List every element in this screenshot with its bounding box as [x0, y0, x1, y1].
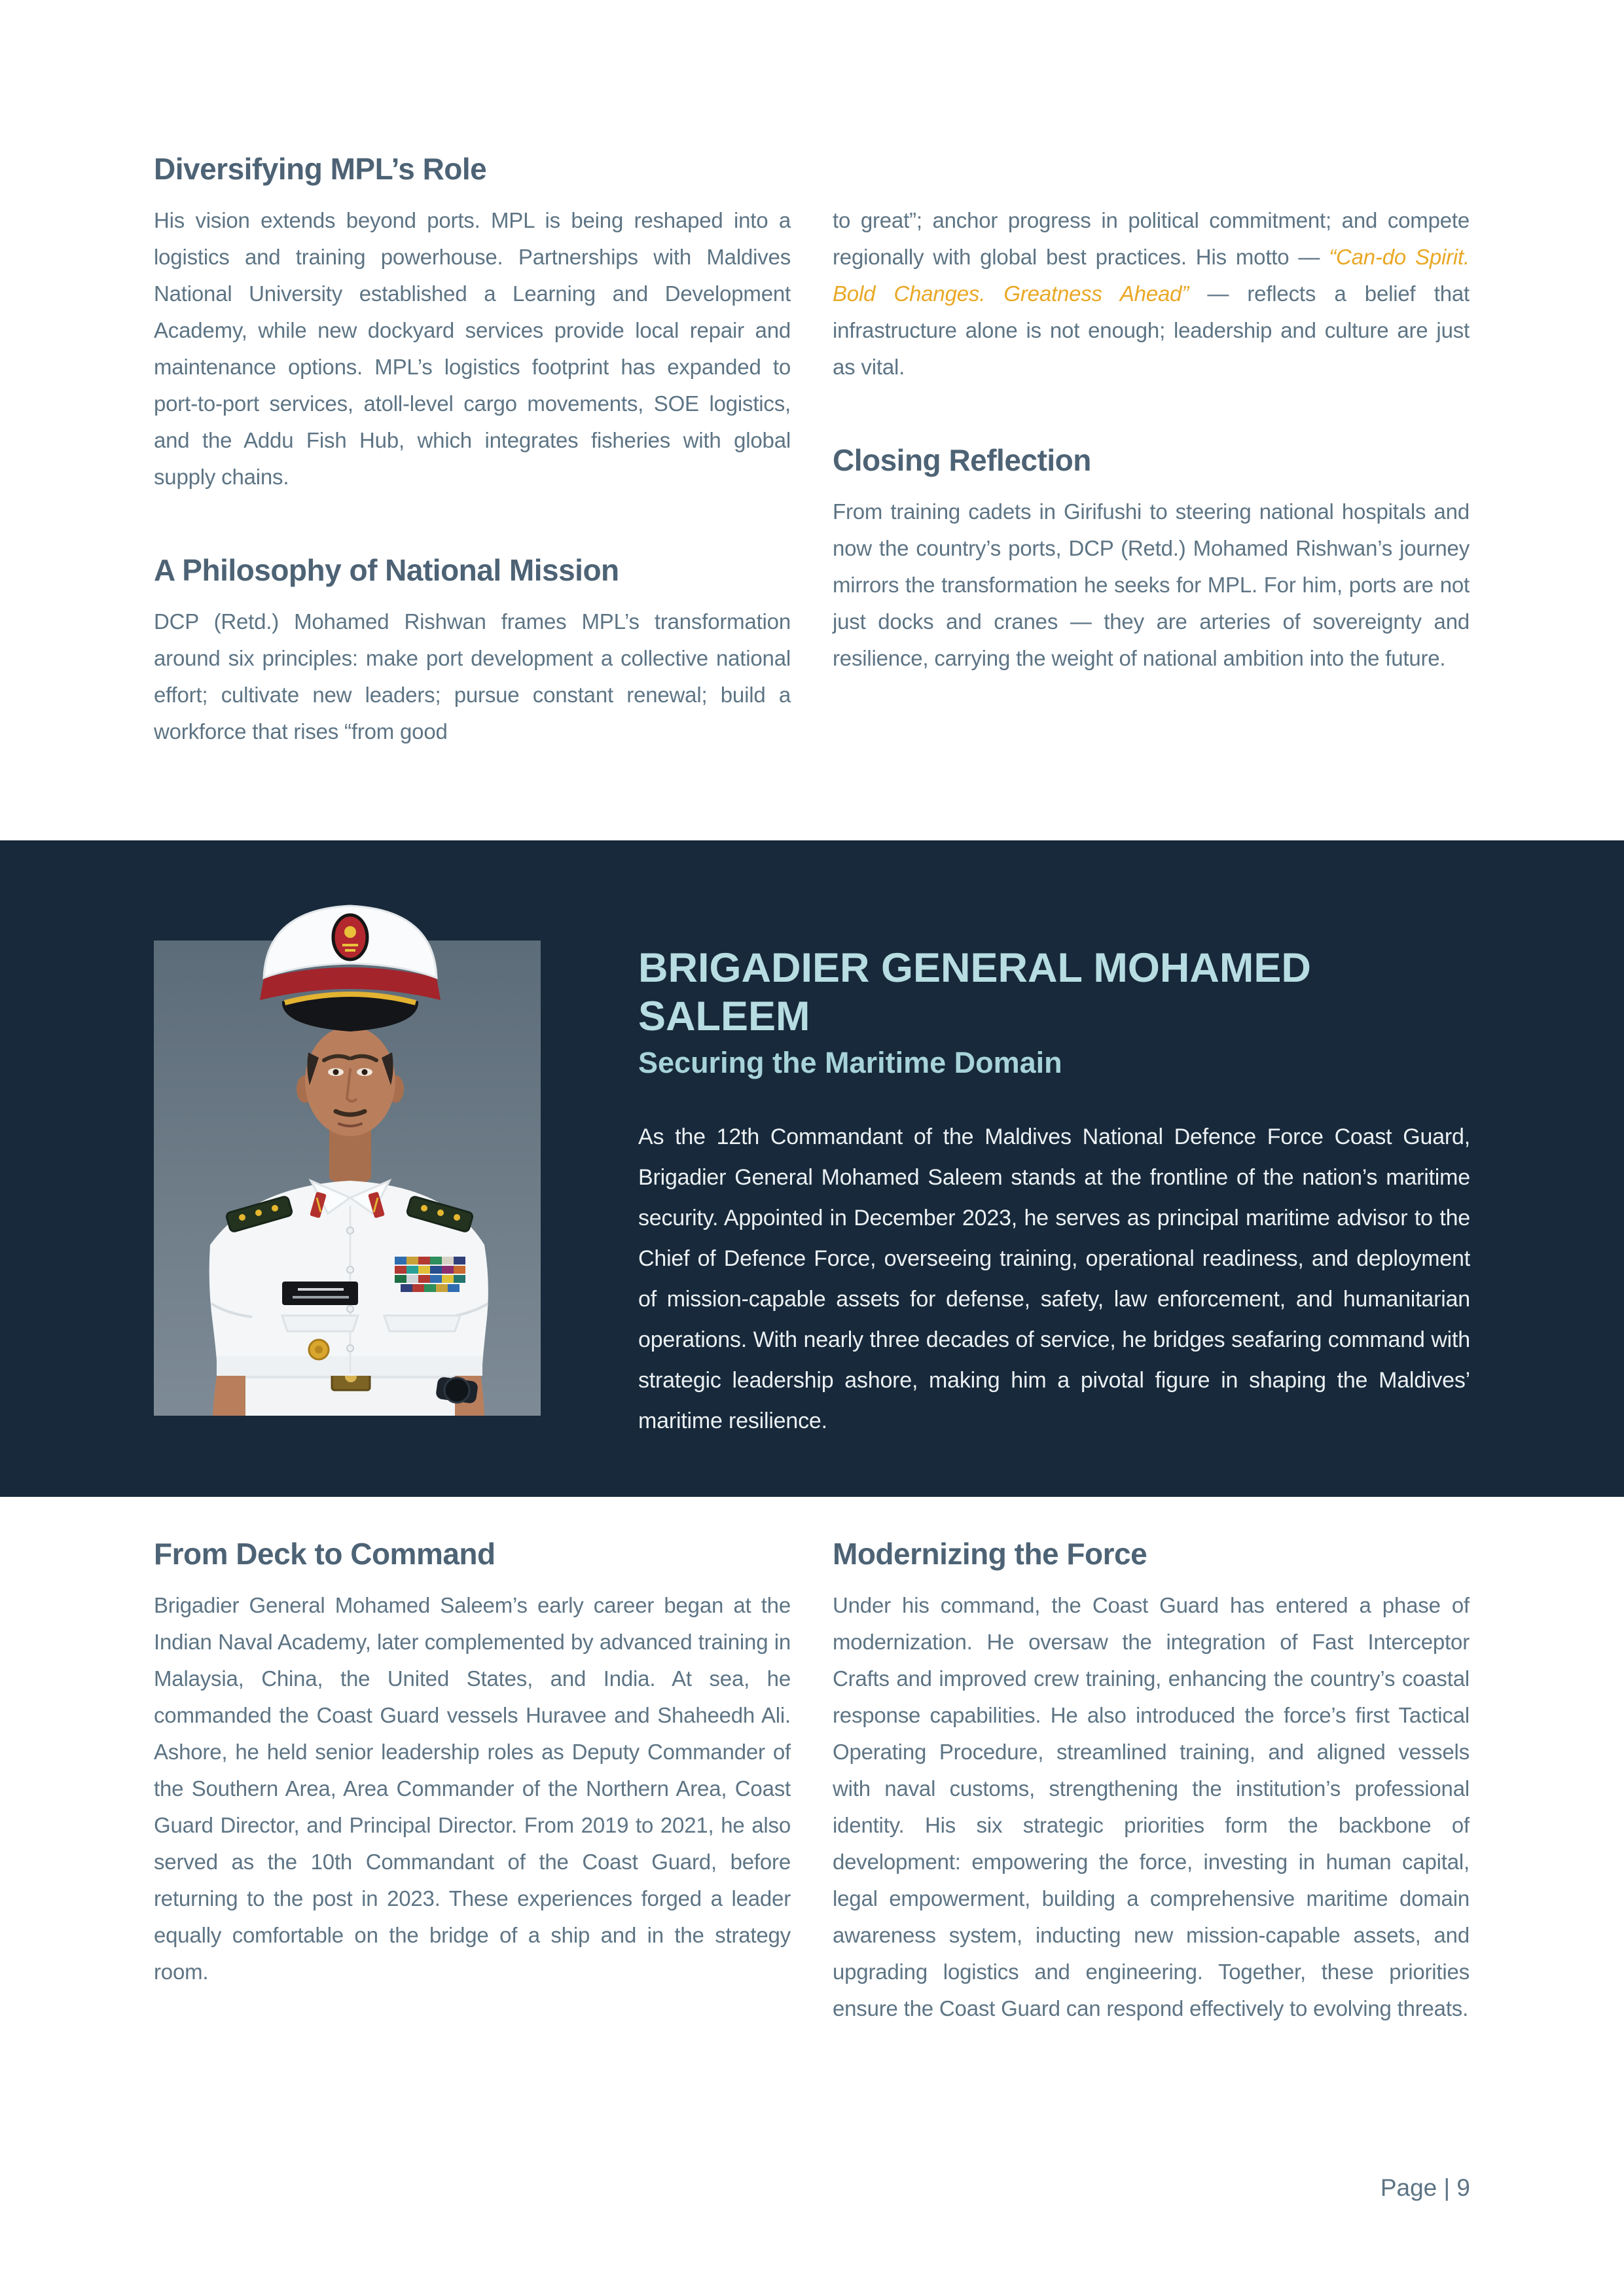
portrait-photo	[154, 898, 541, 1416]
bottom-article-section	[154, 1537, 1470, 2027]
page-number: Page | 9	[1380, 2174, 1470, 2201]
paragraph-diversifying: His vision extends beyond ports. MPL is being reshaped into a logistics and training powerhouse. Partnerships with Maldives National University established a Learning and Development Academy, while new dockyard services provide local repair and maintenance options. MPL’s logistics footprint has expanded to port-to-port services, atoll-level cargo movements, SOE logistics, and the Addu Fish Hub, which integrates fisheries with global supply chains.	[154, 208, 791, 489]
peaked-cap	[260, 906, 441, 1031]
paragraph-closing-reflection: From training cadets in Girifushi to steering national hospitals and now the country’s ports, DCP (Retd.) Mohamed Rishwan’s journey mirrors the transformation he seeks for MPL. For him, ports are not just docks and cranes — they are arteries of sovereignty and resilience, carrying the weight of national ambition into the future.	[833, 499, 1470, 670]
heading-from-deck-to-command: From Deck to Command	[154, 1537, 496, 1571]
paragraph-philosophy-continued	[833, 202, 1470, 386]
top-article-section	[154, 152, 1470, 750]
feature-title: BRIGADIER GENERAL MOHAMED SALEEM	[638, 945, 1311, 1039]
name-tag	[282, 1282, 358, 1305]
heading-philosophy-national-mission: A Philosophy of National Mission	[154, 553, 619, 587]
continued-text-post: — reflects a belief that infrastructure alone is not enough; leadership and culture are just as vital.	[833, 281, 1470, 379]
continued-text-pre: to great”; anchor progress in political commitment; and compete regionally with global best practices. His motto —	[833, 208, 1470, 269]
paragraph-from-deck-to-command: Brigadier General Mohamed Saleem’s early career began at the Indian Naval Academy, later complemented by advanced training in Malaysia, China, the United States, and India. At sea, he commanded the Coast Guard vessels Huravee and Shaheedh Ali. Ashore, he held senior leadership roles as Deputy Commander of the Southern Area, Area Commander of the Northern Area, Coast Guard Director, and Principal Director. From 2019 to 2021, he also served as the 10th Commandant of the Coast Guard, before returning to the post in 2023. These experiences forged a leader equally comfortable on the bridge of a ship and in the strategy room.	[154, 1593, 791, 1984]
heading-diversifying-mpls-role: Diversifying MPL’s Role	[154, 152, 487, 186]
top-right-column	[833, 152, 1470, 750]
bottom-left-column	[154, 1537, 791, 2027]
feature-band	[0, 840, 1624, 1497]
feature-subtitle: Securing the Maritime Domain	[638, 1046, 1062, 1079]
feature-text-block	[638, 944, 1470, 1441]
bottom-right-column	[833, 1537, 1470, 2027]
feature-body: As the 12th Commandant of the Maldives National Defence Force Coast Guard, Brigadier General Mohamed Saleem stands at the frontline of the nation’s maritime security. Appointed in December 2023, he serves as principal maritime advisor to the Chief of Defence Force, overseeing training, operational readiness, and deployment of mission-capable assets for defense, safety, law enforcement, and humanitarian operations. With nearly three decades of service, he bridges seafaring command with strategic leadership ashore, making him a pivotal figure in shaping the Maldives’ maritime resilience.	[638, 1124, 1470, 1433]
motto-text: “Can-do Spirit. Bold Changes. Greatness Ahead”	[833, 245, 1470, 306]
heading-closing-reflection: Closing Reflection	[833, 443, 1091, 477]
top-left-column	[154, 152, 791, 750]
paragraph-philosophy: DCP (Retd.) Mohamed Rishwan frames MPL’s transformation around six principles: make port development a collective national effort; cultivate new leaders; pursue constant renewal; build a workforce that rises “from good	[154, 609, 791, 744]
paragraph-modernizing-the-force: Under his command, the Coast Guard has entered a phase of modernization. He oversaw the integration of Fast Interceptor Crafts and improved crew training, enhancing the country’s coastal response capabilities. He also introduced the force’s first Tactical Operating Procedure, streamlined training, and aligned vessels with naval customs, strengthening the institution’s professional identity. His six strategic priorities form the backbone of development: empowering the force, investing in human capital, legal empowerment, building a comprehensive maritime domain awareness system, inducting new mission-capable assets, and upgrading logistics and engineering. Together, these priorities ensure the Coast Guard can respond effectively to evolving threats.	[833, 1593, 1470, 2020]
heading-modernizing-the-force: Modernizing the Force	[833, 1537, 1147, 1571]
